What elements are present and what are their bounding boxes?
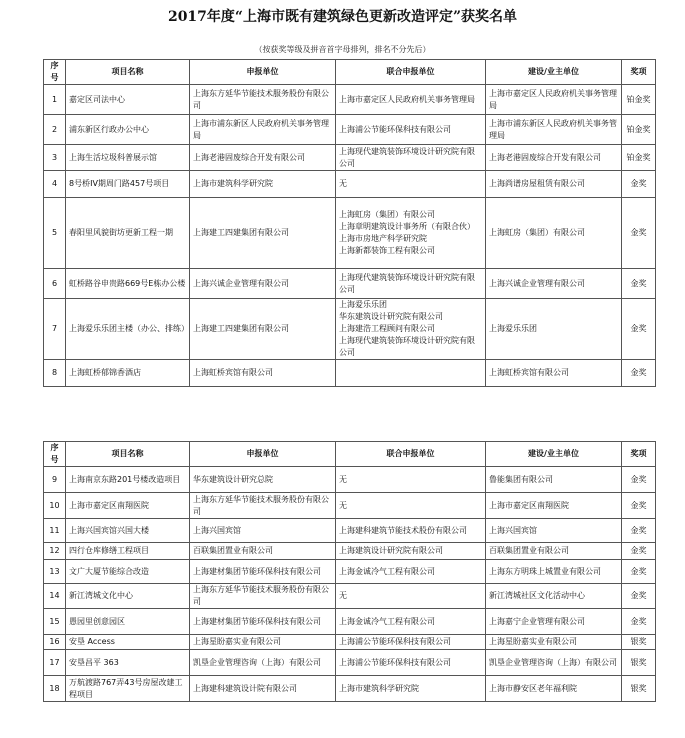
cell-applicant: 上海星盼嘉实业有限公司 xyxy=(190,635,336,650)
cell-applicant: 百联集团置业有限公司 xyxy=(190,543,336,560)
joint-applicant-line: 无 xyxy=(339,179,347,188)
cell-applicant: 上海市建筑科学研究院 xyxy=(190,171,336,198)
cell-owner: 上海东方明珠上城置业有限公司 xyxy=(486,560,622,584)
table-row xyxy=(44,543,656,560)
cell-joint-applicant xyxy=(336,635,486,650)
joint-applicant-line: 无 xyxy=(339,591,347,600)
cell-award: 银奖 xyxy=(622,650,656,676)
award-table-2 xyxy=(43,441,656,702)
cell-award: 银奖 xyxy=(622,635,656,650)
cell-award: 金奖 xyxy=(622,198,656,269)
cell-owner: 百联集团置业有限公司 xyxy=(486,543,622,560)
cell-project-name: 虹桥路谷申贵路669号E栋办公楼 xyxy=(66,269,190,299)
table-row xyxy=(44,519,656,543)
header-owner: 建设/业主单位 xyxy=(486,60,622,85)
cell-owner: 上海兴国宾馆 xyxy=(486,519,622,543)
cell-owner: 上海嘉宁企业管理有限公司 xyxy=(486,609,622,635)
cell-applicant: 上海虹桥宾馆有限公司 xyxy=(190,360,336,387)
cell-owner: 上海尚谱房屋租赁有限公司 xyxy=(486,171,622,198)
cell-award: 金奖 xyxy=(622,609,656,635)
cell-joint-applicant xyxy=(336,560,486,584)
header-name: 项目名称 xyxy=(66,60,190,85)
table-row xyxy=(44,85,656,115)
cell-joint-applicant xyxy=(336,85,486,115)
joint-applicant-line: 上海金诚冷气工程有限公司 xyxy=(339,616,435,626)
cell-joint-applicant xyxy=(336,198,486,269)
cell-award: 银奖 xyxy=(622,676,656,702)
joint-applicant-line: 上海建浩工程顾问有限公司 xyxy=(339,324,435,333)
joint-applicant-line: 上海市房地产科学研究院 xyxy=(339,234,427,243)
cell-project-name: 万航渡路767弄43号房屋改建工程项目 xyxy=(66,676,190,702)
cell-no: 7 xyxy=(44,299,66,360)
cell-joint-applicant xyxy=(336,519,486,543)
joint-applicant-line: 上海现代建筑装饰环境设计研究院有限公司 xyxy=(339,146,475,168)
cell-joint-applicant xyxy=(336,609,486,635)
cell-applicant: 上海建工四建集团有限公司 xyxy=(190,299,336,360)
cell-project-name: 嘉定区司法中心 xyxy=(66,85,190,115)
cell-applicant: 上海老港固废综合开发有限公司 xyxy=(190,145,336,171)
joint-applicant-line: 上海爱乐乐团 xyxy=(339,300,387,309)
cell-award: 金奖 xyxy=(622,269,656,299)
table-row xyxy=(44,171,656,198)
cell-award: 金奖 xyxy=(622,543,656,560)
cell-owner: 上海兴诚企业管理有限公司 xyxy=(486,269,622,299)
cell-project-name: 上海生活垃圾科普展示馆 xyxy=(66,145,190,171)
cell-owner: 鲁能集团有限公司 xyxy=(486,467,622,493)
cell-applicant: 华东建筑设计研究总院 xyxy=(190,467,336,493)
table-row xyxy=(44,650,656,676)
table-row xyxy=(44,145,656,171)
cell-award: 铂金奖 xyxy=(622,115,656,145)
cell-no: 18 xyxy=(44,676,66,702)
cell-award: 金奖 xyxy=(622,467,656,493)
cell-no: 9 xyxy=(44,467,66,493)
cell-award: 金奖 xyxy=(622,171,656,198)
cell-owner: 上海虹房（集团）有限公司 xyxy=(486,198,622,269)
cell-no: 5 xyxy=(44,198,66,269)
cell-project-name: 上海兴国宾馆兴国大楼 xyxy=(66,519,190,543)
cell-joint-applicant xyxy=(336,467,486,493)
table-row xyxy=(44,609,656,635)
table-row xyxy=(44,299,656,360)
cell-project-name: 上海南京东路201号楼改造项目 xyxy=(66,467,190,493)
cell-no: 2 xyxy=(44,115,66,145)
table-row xyxy=(44,269,656,299)
cell-project-name: 新江湾城文化中心 xyxy=(66,584,190,609)
page-title: 2017年度“上海市既有建筑绿色更新改造评定”获奖名单 xyxy=(167,9,518,25)
cell-joint-applicant xyxy=(336,650,486,676)
cell-no: 6 xyxy=(44,269,66,299)
joint-applicant-line: 上海现代建筑装饰环境设计研究院有限公司 xyxy=(339,336,475,357)
cell-owner: 上海市嘉定区人民政府机关事务管理局 xyxy=(486,85,622,115)
table-row xyxy=(44,635,656,650)
cell-owner: 凯垦企业管理咨询（上海）有限公司 xyxy=(486,650,622,676)
cell-applicant: 上海东方延华节能技术服务股份有限公司 xyxy=(190,493,336,519)
cell-no: 11 xyxy=(44,519,66,543)
cell-applicant: 上海建工四建集团有限公司 xyxy=(190,198,336,269)
cell-no: 14 xyxy=(44,584,66,609)
cell-project-name: 愚园里创意园区 xyxy=(66,609,190,635)
award-table-1 xyxy=(43,59,656,387)
cell-project-name: 上海市嘉定区南翔医院 xyxy=(66,493,190,519)
cell-applicant: 上海兴国宾馆 xyxy=(190,519,336,543)
table-header-row xyxy=(44,442,656,467)
joint-applicant-line: 上海虹房（集团）有限公司 xyxy=(339,210,435,219)
cell-joint-applicant xyxy=(336,269,486,299)
cell-project-name: 四行仓库修缮工程项目 xyxy=(66,543,190,560)
cell-no: 10 xyxy=(44,493,66,519)
cell-joint-applicant xyxy=(336,299,486,360)
joint-applicant-line: 上海市建筑科学研究院 xyxy=(339,683,419,693)
table-row xyxy=(44,115,656,145)
joint-applicant-line: 上海浦公节能环保科技有限公司 xyxy=(339,657,451,667)
cell-award: 金奖 xyxy=(622,584,656,609)
table-row xyxy=(44,584,656,609)
joint-applicant-line: 上海市嘉定区人民政府机关事务管理局 xyxy=(339,94,475,104)
cell-applicant: 上海建材集团节能环保科技有限公司 xyxy=(190,560,336,584)
header-no: 序号 xyxy=(44,60,66,85)
cell-applicant: 上海东方延华节能技术服务股份有限公司 xyxy=(190,584,336,609)
cell-no: 3 xyxy=(44,145,66,171)
cell-no: 12 xyxy=(44,543,66,560)
joint-applicant-line: 上海现代建筑装饰环境设计研究院有限公司 xyxy=(339,272,475,294)
cell-award: 铂金奖 xyxy=(622,85,656,115)
cell-joint-applicant xyxy=(336,145,486,171)
cell-award: 铂金奖 xyxy=(622,145,656,171)
header-owner: 建设/业主单位 xyxy=(486,442,622,467)
cell-award: 金奖 xyxy=(622,360,656,387)
cell-award: 金奖 xyxy=(622,493,656,519)
cell-no: 17 xyxy=(44,650,66,676)
joint-applicant-line: 上海章明建筑设计事务所（有限合伙） xyxy=(339,222,475,231)
table-header-row xyxy=(44,60,656,85)
page-subtitle: （按获奖等级及拼音首字母排列，排名不分先后） xyxy=(254,45,431,54)
joint-applicant-line: 上海浦公节能环保科技有限公司 xyxy=(339,124,451,134)
cell-owner: 上海老港固废综合开发有限公司 xyxy=(486,145,622,171)
header-award: 奖项 xyxy=(622,442,656,467)
cell-joint-applicant xyxy=(336,360,486,387)
cell-project-name: 8号桥IV期周门路457号项目 xyxy=(66,171,190,198)
header-award: 奖项 xyxy=(622,60,656,85)
header-applicant: 申报单位 xyxy=(190,442,336,467)
cell-no: 1 xyxy=(44,85,66,115)
joint-applicant-line: 上海建筑设计研究院有限公司 xyxy=(339,546,443,555)
cell-joint-applicant xyxy=(336,171,486,198)
table-row xyxy=(44,198,656,269)
table-row xyxy=(44,493,656,519)
cell-project-name: 安垦 Access xyxy=(66,635,190,650)
cell-no: 15 xyxy=(44,609,66,635)
header-no: 序号 xyxy=(44,442,66,467)
table-row xyxy=(44,360,656,387)
cell-no: 4 xyxy=(44,171,66,198)
cell-applicant: 上海建材集团节能环保科技有限公司 xyxy=(190,609,336,635)
header-name: 项目名称 xyxy=(66,442,190,467)
joint-applicant-line: 上海金诚冷气工程有限公司 xyxy=(339,566,435,576)
cell-no: 8 xyxy=(44,360,66,387)
table-row xyxy=(44,467,656,493)
cell-project-name: 文广大厦节能综合改造 xyxy=(66,560,190,584)
cell-owner: 上海爱乐乐团 xyxy=(486,299,622,360)
cell-project-name: 春阳里风貌街坊更新工程一期 xyxy=(66,198,190,269)
cell-joint-applicant xyxy=(336,543,486,560)
cell-project-name: 上海虹桥郁锦香酒店 xyxy=(66,360,190,387)
cell-joint-applicant xyxy=(336,493,486,519)
cell-owner: 上海市静安区老年福利院 xyxy=(486,676,622,702)
joint-applicant-line: 上海建科建筑节能技术股份有限公司 xyxy=(339,525,467,535)
header-joint: 联合申报单位 xyxy=(336,442,486,467)
cell-owner: 上海市嘉定区南翔医院 xyxy=(486,493,622,519)
cell-applicant: 凯垦企业管理咨询（上海）有限公司 xyxy=(190,650,336,676)
cell-applicant: 上海兴诚企业管理有限公司 xyxy=(190,269,336,299)
joint-applicant-line: 无 xyxy=(339,474,347,484)
cell-owner: 上海虹桥宾馆有限公司 xyxy=(486,360,622,387)
cell-joint-applicant xyxy=(336,676,486,702)
cell-owner: 上海星盼嘉实业有限公司 xyxy=(486,635,622,650)
joint-applicant-line: 无 xyxy=(339,500,347,510)
header-joint: 联合申报单位 xyxy=(336,60,486,85)
cell-applicant: 上海东方延华节能技术服务股份有限公司 xyxy=(190,85,336,115)
cell-award: 金奖 xyxy=(622,560,656,584)
cell-owner: 新江湾城社区文化活动中心 xyxy=(486,584,622,609)
cell-applicant: 上海建科建筑设计院有限公司 xyxy=(190,676,336,702)
table-row xyxy=(44,560,656,584)
table-row xyxy=(44,676,656,702)
cell-joint-applicant xyxy=(336,115,486,145)
cell-award: 金奖 xyxy=(622,299,656,360)
cell-project-name: 安垦昌平 363 xyxy=(66,650,190,676)
cell-applicant: 上海市浦东新区人民政府机关事务管理局 xyxy=(190,115,336,145)
joint-applicant-line: 华东建筑设计研究院有限公司 xyxy=(339,312,443,321)
joint-applicant-line: 上海浦公节能环保科技有限公司 xyxy=(339,637,451,646)
cell-no: 13 xyxy=(44,560,66,584)
cell-project-name: 上海爱乐乐团主楼（办公、排练） xyxy=(66,299,190,360)
joint-applicant-line: 上海新都装饰工程有限公司 xyxy=(339,246,435,255)
cell-award: 金奖 xyxy=(622,519,656,543)
cell-no: 16 xyxy=(44,635,66,650)
cell-owner: 上海市浦东新区人民政府机关事务管理局 xyxy=(486,115,622,145)
cell-joint-applicant xyxy=(336,584,486,609)
header-applicant: 申报单位 xyxy=(190,60,336,85)
cell-project-name: 浦东新区行政办公中心 xyxy=(66,115,190,145)
